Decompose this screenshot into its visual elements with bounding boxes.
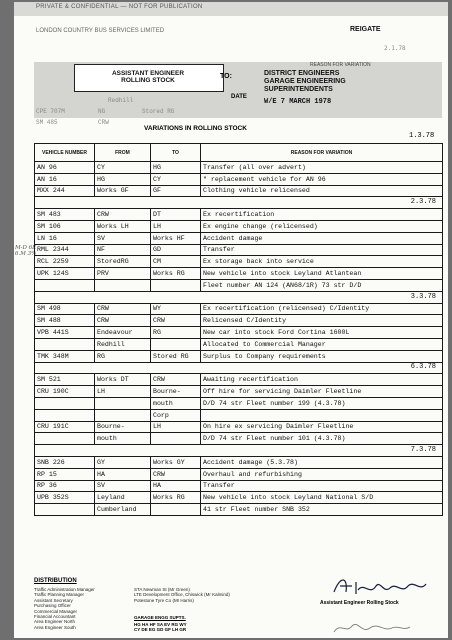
initials-scribble <box>332 620 412 636</box>
reason-small-label: REASON FOR VARIATION <box>310 62 371 68</box>
date-label: DATE <box>231 94 247 100</box>
ghost-text: Stored RG <box>142 108 175 115</box>
from-cell: Endeavour <box>95 327 151 339</box>
from-cell: CRW <box>95 315 151 327</box>
to-line: SUPERINTENDENTS <box>264 86 333 93</box>
from-cell: SV <box>95 480 151 492</box>
to-cell: Bourne- <box>151 386 201 398</box>
variations-title: VARIATIONS IN ROLLING STOCK <box>144 125 247 132</box>
distribution-item: Commercial Manager <box>34 608 78 614</box>
from-cell: Cumberland <box>95 504 151 516</box>
from-cell <box>95 409 151 421</box>
date-cell: 2.3.78 <box>35 197 443 209</box>
reason-cell: D/D 74 str Fleet number 199 (4.3.78) <box>201 397 443 409</box>
to-cell: DT <box>151 209 201 221</box>
to-cell <box>151 279 201 291</box>
reason-cell: Surplus to Company requirements <box>201 350 443 362</box>
ghost-text: CPE 707M <box>36 108 65 115</box>
vehicle-cell: SM 488 <box>35 315 95 327</box>
to-cell: CM <box>151 256 201 268</box>
reason-cell: 41 str Fleet number SNB 352 <box>201 504 443 516</box>
table-row <box>35 386 443 398</box>
reason-cell: Awaiting recertification <box>201 374 443 386</box>
garage-heading: GARAGE ENGG SUPTS. <box>134 615 186 620</box>
to-cell: GF <box>151 185 201 197</box>
from-title-line: ASSISTANT ENGINEER <box>111 70 185 77</box>
date-cell: 7.3.78 <box>35 445 443 457</box>
reason-cell: Overhaul and refurbishing <box>201 468 443 480</box>
header-reason: REASON FOR VARIATION <box>201 144 443 162</box>
from-cell: NF <box>95 244 151 256</box>
from-cell: CRW <box>95 303 151 315</box>
date-row <box>35 291 443 303</box>
from-cell: GY <box>95 456 151 468</box>
distribution-item: Potestone Tyre Co (Mr Harris) <box>134 597 194 603</box>
table-row <box>35 173 443 185</box>
memo-date-value: W/E 7 MARCH 1978 <box>264 98 332 106</box>
table-row <box>35 456 443 468</box>
table-row <box>35 492 443 504</box>
vehicle-cell: VPB 441S <box>35 327 95 339</box>
reason-cell: Off hire for servicing Daimler Fleetline <box>201 386 443 398</box>
table-row <box>35 232 443 244</box>
date-row <box>35 362 443 374</box>
distribution-item: Area Engineer North <box>34 619 76 625</box>
from-cell <box>95 279 151 291</box>
vehicle-cell <box>35 409 95 421</box>
from-cell: StoredRG <box>95 256 151 268</box>
garage-code-line: CY DE EG GD GF LH GR <box>134 627 187 633</box>
ghost-text: Redhill <box>108 97 134 104</box>
table-row <box>35 350 443 362</box>
vehicle-cell <box>35 433 95 445</box>
ghost-text: CRW <box>98 119 109 126</box>
from-cell: Leyland <box>95 492 151 504</box>
distribution-item: Traffic Planning Manager <box>34 592 85 598</box>
to-cell: CRW <box>151 468 201 480</box>
table-row <box>35 374 443 386</box>
from-cell: Bourne- <box>95 421 151 433</box>
signature-image <box>330 574 430 600</box>
to-cell: GD <box>151 244 201 256</box>
vehicle-cell <box>35 504 95 516</box>
from-cell: SV <box>95 232 151 244</box>
reason-cell: D/D 74 str Fleet number 101 (4.3.78) <box>201 433 443 445</box>
header-to: TO <box>151 144 201 162</box>
top-date: 2.1.78 <box>384 45 406 52</box>
date-row <box>35 445 443 457</box>
signature-label: Assistant Engineer Rolling Stock <box>320 600 399 606</box>
from-cell: HA <box>95 468 151 480</box>
garage-code-line: HG HA HF SA EV RG WY <box>134 622 187 627</box>
vehicle-cell: UPB 352S <box>35 492 95 504</box>
reason-cell: Allocated to Commercial Manager <box>201 338 443 350</box>
table-row <box>35 397 443 409</box>
from-cell: HG <box>95 173 151 185</box>
reason-cell: " replacement vehicle for AN 96 <box>201 173 443 185</box>
memo-sheet <box>14 2 448 638</box>
table-row <box>35 220 443 232</box>
reason-cell: New vehicle into stock Leyland National S/D <box>201 492 443 504</box>
title-row <box>34 125 442 140</box>
to-cell: Works RG <box>151 492 201 504</box>
distribution-item: Traffic Administration Manager <box>34 587 95 592</box>
location-label: REIGATE <box>350 26 381 33</box>
to-cell: Stored RG <box>151 350 201 362</box>
vehicle-cell: MXX 244 <box>35 185 95 197</box>
to-cell: Works HF <box>151 232 201 244</box>
to-cell <box>151 338 201 350</box>
vehicle-cell: SM 483 <box>35 209 95 221</box>
vehicle-cell: SM 521 <box>35 374 95 386</box>
reason-cell: On hire ex servicing Daimler Fleetline <box>201 421 443 433</box>
vehicle-cell: TMK 348M <box>35 350 95 362</box>
table-row <box>35 303 443 315</box>
reason-cell: Ex storage back into service <box>201 256 443 268</box>
variations-table <box>34 143 443 516</box>
table-row <box>35 279 443 291</box>
distribution-list-1 <box>34 587 95 630</box>
vehicle-cell: CRU 190C <box>35 386 95 398</box>
table-row <box>35 468 443 480</box>
vehicle-cell: LN 16 <box>35 232 95 244</box>
table-row <box>35 244 443 256</box>
to-cell: WY <box>151 303 201 315</box>
distribution-list-2 <box>134 587 230 603</box>
to-cell: RG <box>151 327 201 339</box>
confidential-banner: PRIVATE & CONFIDENTIAL — NOT FOR PUBLICATION <box>36 4 203 10</box>
vehicle-cell: UPK 124S <box>35 268 95 280</box>
to-cell: Corp <box>151 409 201 421</box>
to-line: GARAGE ENGINEERING <box>264 78 346 85</box>
table-row <box>35 327 443 339</box>
to-cell <box>151 504 201 516</box>
to-cell <box>151 433 201 445</box>
to-cell: HA <box>151 480 201 492</box>
header-from: FROM <box>95 144 151 162</box>
vehicle-cell: AN 96 <box>35 162 95 174</box>
vehicle-cell <box>35 279 95 291</box>
from-cell: Works GF <box>95 185 151 197</box>
reason-cell: Transfer (all over advert) <box>201 162 443 174</box>
distribution-title: DISTRIBUTION <box>34 578 77 584</box>
table-row <box>35 409 443 421</box>
to-line: DISTRICT ENGINEERS <box>264 70 340 77</box>
distribution-item: STA Newman St (Mr Green) <box>134 587 190 592</box>
to-cell: CRW <box>151 315 201 327</box>
to-cell: Works RG <box>151 268 201 280</box>
date-cell: 6.3.78 <box>35 362 443 374</box>
reason-cell: Fleet number AN 124 (AN68/1R) 73 str D/D <box>201 279 443 291</box>
from-title <box>74 70 222 84</box>
date-cell: 3.3.78 <box>35 291 443 303</box>
reason-cell: Transfer <box>201 480 443 492</box>
table-row <box>35 268 443 280</box>
table-row <box>35 185 443 197</box>
from-cell: RG <box>95 350 151 362</box>
from-cell: Works LH <box>95 220 151 232</box>
company-name: LONDON COUNTRY BUS SERVICES LIMITED <box>36 28 165 34</box>
vehicle-cell: CRU 191C <box>35 421 95 433</box>
reason-cell: Ex engine change (relicensed) <box>201 220 443 232</box>
reason-cell: Accident damage <box>201 232 443 244</box>
from-cell <box>95 397 151 409</box>
distribution-item: Financial Accountant <box>34 614 76 620</box>
table-row <box>35 504 443 516</box>
table-row <box>35 162 443 174</box>
distribution-item: LTE Development Office, Chiswick (Mr Kalmind) <box>134 592 230 598</box>
table-header-row <box>35 144 443 162</box>
vehicle-cell: SNB 226 <box>35 456 95 468</box>
reason-cell: New vehicle into stock Leyland Atlantean <box>201 268 443 280</box>
from-cell: mouth <box>95 433 151 445</box>
table-row <box>35 480 443 492</box>
distribution-item: Area Engineer South <box>34 624 76 630</box>
to-cell: mouth <box>151 397 201 409</box>
vehicle-cell: RCL 2259 <box>35 256 95 268</box>
margin-note-line: 6.M 3% <box>15 251 37 257</box>
from-cell: Works DT <box>95 374 151 386</box>
from-title-line: ROLLING STOCK <box>121 77 175 84</box>
garage-codes <box>134 622 187 633</box>
vehicle-cell <box>35 338 95 350</box>
from-cell: LH <box>95 386 151 398</box>
distribution-item: Purchasing Officer <box>34 603 71 609</box>
header-vehicle-number: VEHICLE NUMBER <box>35 144 95 162</box>
vehicle-cell: RML 2344 <box>35 244 95 256</box>
from-cell: Redhill <box>95 338 151 350</box>
to-cell: Works GY <box>151 456 201 468</box>
table-row <box>35 433 443 445</box>
vehicle-cell: SM 498 <box>35 303 95 315</box>
to-cell: CRW <box>151 374 201 386</box>
margin-note-line: M-D 6E <box>15 245 37 251</box>
reason-cell: Clothing vehicle relicensed <box>201 185 443 197</box>
reason-cell: New car into stock Ford Cortina 1600L <box>201 327 443 339</box>
ghost-text: NG <box>98 108 106 115</box>
vehicle-cell: SM 106 <box>35 220 95 232</box>
vehicle-cell: RP 15 <box>35 468 95 480</box>
vehicle-cell: RP 36 <box>35 480 95 492</box>
vehicle-cell <box>35 397 95 409</box>
from-cell: CRW <box>95 209 151 221</box>
date-row <box>35 197 443 209</box>
to-recipients <box>264 70 346 94</box>
from-cell: PRV <box>95 268 151 280</box>
to-cell: CY <box>151 173 201 185</box>
to-cell: HG <box>151 162 201 174</box>
to-label: TO: <box>220 73 232 80</box>
reason-cell: Ex recertification <box>201 209 443 221</box>
to-cell: LH <box>151 421 201 433</box>
vehicle-cell: AN 16 <box>35 173 95 185</box>
reason-cell: Transfer <box>201 244 443 256</box>
table-row <box>35 315 443 327</box>
reason-cell: Ex recertification (relicensed) C/Identity <box>201 303 443 315</box>
reason-cell <box>201 409 443 421</box>
table-row <box>35 209 443 221</box>
to-cell: LH <box>151 220 201 232</box>
from-cell: CY <box>95 162 151 174</box>
table-row <box>35 256 443 268</box>
table-row <box>35 338 443 350</box>
ghost-text: SM 485 <box>36 119 58 126</box>
first-date: 1.3.78 <box>409 132 435 140</box>
distribution-item: Assistant Secretary <box>34 597 73 603</box>
reason-cell: Relicensed C/Identity <box>201 315 443 327</box>
table-body <box>35 162 443 516</box>
reason-cell: Accident damage (5.3.78) <box>201 456 443 468</box>
table-row <box>35 421 443 433</box>
